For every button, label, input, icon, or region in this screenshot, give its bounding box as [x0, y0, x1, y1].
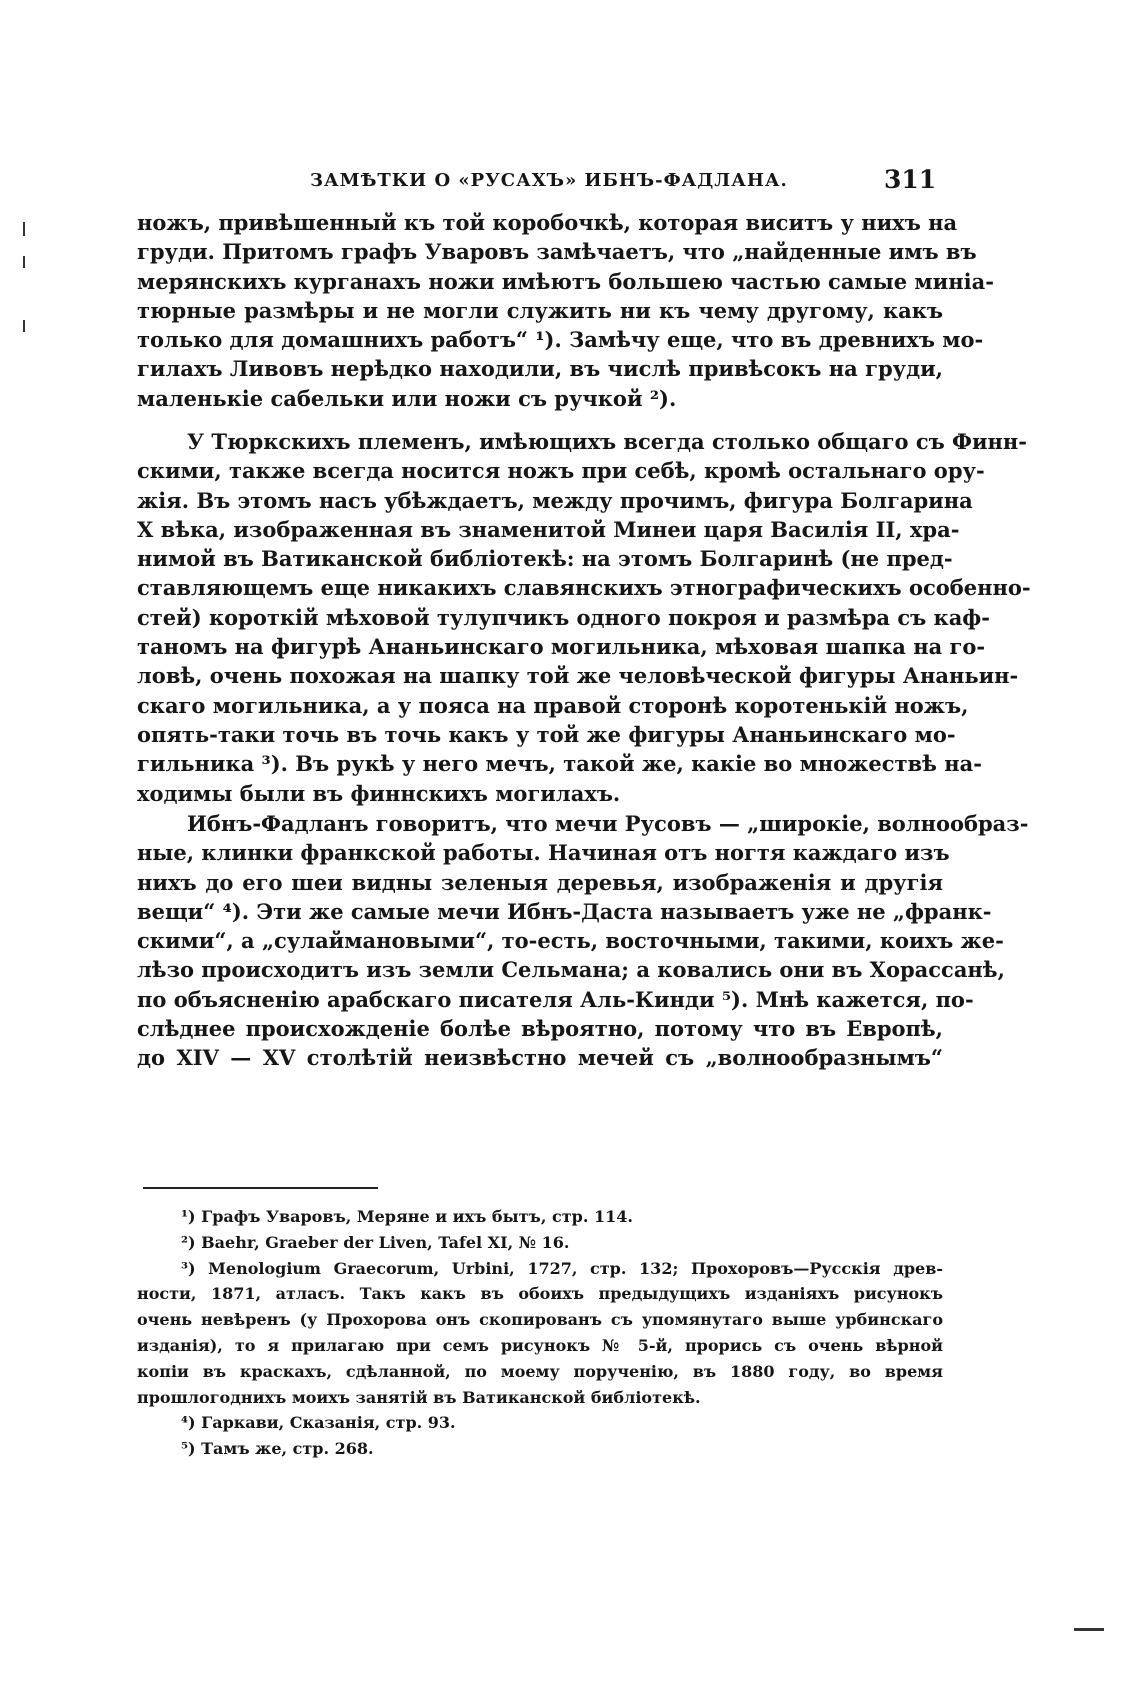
text-line: ходимы были въ финнскихъ могилахъ. [137, 780, 621, 806]
scan-mark [23, 320, 25, 332]
text-line: нихъ до его шеи видны зеленыя деревья, изображенія и другія [137, 869, 943, 895]
text-line: гилахъ Ливовъ нерѣдко находили, въ числѣ привѣсокъ на груди, [137, 356, 943, 382]
page-number: 311 [884, 165, 937, 194]
text-line: опять-таки точь въ точь какъ у той же фигуры Ананьинскаго мо- [137, 721, 956, 747]
footnote-2: ²) Baehr, Graeber der Liven, Tafel XI, № 16. [181, 1232, 570, 1252]
scan-mark [23, 256, 25, 268]
text-line: гильника ³). Въ рукѣ у него мечъ, такой же, какіе во множествѣ на- [137, 751, 982, 777]
footnote-3-line: очень невѣренъ (у Прохорова онъ скопированъ съ упомянутаго выше урбинскаго [137, 1310, 943, 1330]
text-line: стей) короткій мѣховой тулупчикъ одного покроя и размѣра съ каф- [137, 604, 990, 630]
text-line: мерянскихъ курганахъ ножи имѣютъ большею частью самые миніа- [137, 268, 994, 294]
text-line: жія. Въ этомъ насъ убѣждаетъ, между прочимъ, фигура Болгарина [137, 487, 973, 513]
text-line: скаго могильника, а у пояса на правой сторонѣ коротенькій ножъ, [137, 692, 969, 718]
text-line: У Тюркскихъ племенъ, имѣющихъ всегда столько общаго съ Финн- [187, 429, 1027, 454]
footnote-3-line: ности, 1871, атласъ. Такъ какъ въ обоихъ предыдущихъ изданіяхъ рисунокъ [137, 1284, 943, 1304]
paragraph-1 [137, 208, 994, 413]
text-line: слѣднее происхожденіе болѣе вѣроятно, потому что въ Европѣ, [137, 1016, 943, 1042]
text-line: по объясненію арабскаго писателя Аль-Кинди ⁵). Мнѣ кажется, по- [137, 986, 974, 1012]
footnote-3-line: ³) Menologium Graecorum, Urbini, 1727, стр. 132; Прохоровъ—Русскія древ- [181, 1258, 943, 1278]
footnote-separator [143, 1187, 378, 1189]
text-line: лѣзо происходитъ изъ земли Сельмана; а ковались они въ Хорассанѣ, [137, 957, 1005, 983]
text-line: ножъ, привѣшенный къ той коробочкѣ, которая виситъ у нихъ на [137, 210, 958, 235]
text-line: нимой въ Ватиканской библіотекѣ: на этомъ Болгаринѣ (не пред- [137, 546, 953, 572]
text-line: скими, также всегда носится ножъ при себѣ, кромѣ остальнаго ору- [137, 458, 985, 484]
footnote-3-line: изданія), то я прилагаю при семъ рисунокъ № 5-й, прорись съ очень вѣрной [137, 1335, 943, 1355]
text-line: тюрные размѣры и не могли служить ни къ чему другому, какъ [137, 297, 943, 323]
text-line: ставляющемъ еще никакихъ славянскихъ этнографическихъ особенно- [137, 575, 1031, 601]
text-line: груди. Притомъ графъ Уваровъ замѣчаетъ, что „найденные имъ въ [137, 239, 977, 265]
text-line: только для домашнихъ работъ“ ¹). Замѣчу еще, что въ древнихъ мо- [137, 327, 984, 353]
text-line: до XIV — XV столѣтій неизвѣстно мечей съ „волнообразнымъ“ [137, 1045, 943, 1071]
text-line: Ибнъ-Фадланъ говоритъ, что мечи Русовъ — „широкіе, волнообраз- [187, 811, 1029, 836]
text-line: вещи“ ⁴). Эти же самые мечи Ибнъ-Даста называетъ уже не „франк- [137, 898, 992, 924]
footnote-4: ⁴) Гаркави, Сказанія, стр. 93. [181, 1413, 456, 1433]
text-line: X вѣка, изображенная въ знаменитой Минеи царя Василія II, хра- [137, 516, 960, 542]
text-line: таномъ на фигурѣ Ананьинскаго могильника, мѣховая шапка на го- [137, 634, 986, 660]
footnote-3-line: копіи въ краскахъ, сдѣланной, по моему порученію, въ 1880 году, во время [137, 1361, 943, 1381]
footnotes [137, 1204, 943, 1462]
footnote-3-line: прошлогоднихъ моихъ занятій въ Ватиканской библіотекѣ. [137, 1387, 701, 1407]
scan-mark [23, 222, 25, 236]
text-line: ловѣ, очень похожая на шапку той же человѣческой фигуры Ананьин- [137, 663, 1019, 689]
paragraph-3 [137, 809, 1029, 1073]
scan-mark [1074, 1628, 1104, 1631]
running-title: ЗАМѢТКИ О «РУСАХЪ» ИБНЪ-ФАДЛАНА. [310, 170, 788, 191]
footnote-1: ¹) Графъ Уваровъ, Меряне и ихъ бытъ, стр. 114. [181, 1207, 633, 1226]
text-line: маленькіе сабельки или ножи съ ручкой ²). [137, 385, 677, 411]
footnote-5: ⁵) Тамъ же, стр. 268. [181, 1439, 374, 1459]
text-line: скими“, а „сулаймановыми“, то-есть, восточными, такими, коихъ же- [137, 928, 1004, 954]
paragraph-2 [137, 427, 1031, 808]
text-line: ные, клинки франкской работы. Начиная отъ ногтя каждаго изъ [137, 840, 950, 866]
